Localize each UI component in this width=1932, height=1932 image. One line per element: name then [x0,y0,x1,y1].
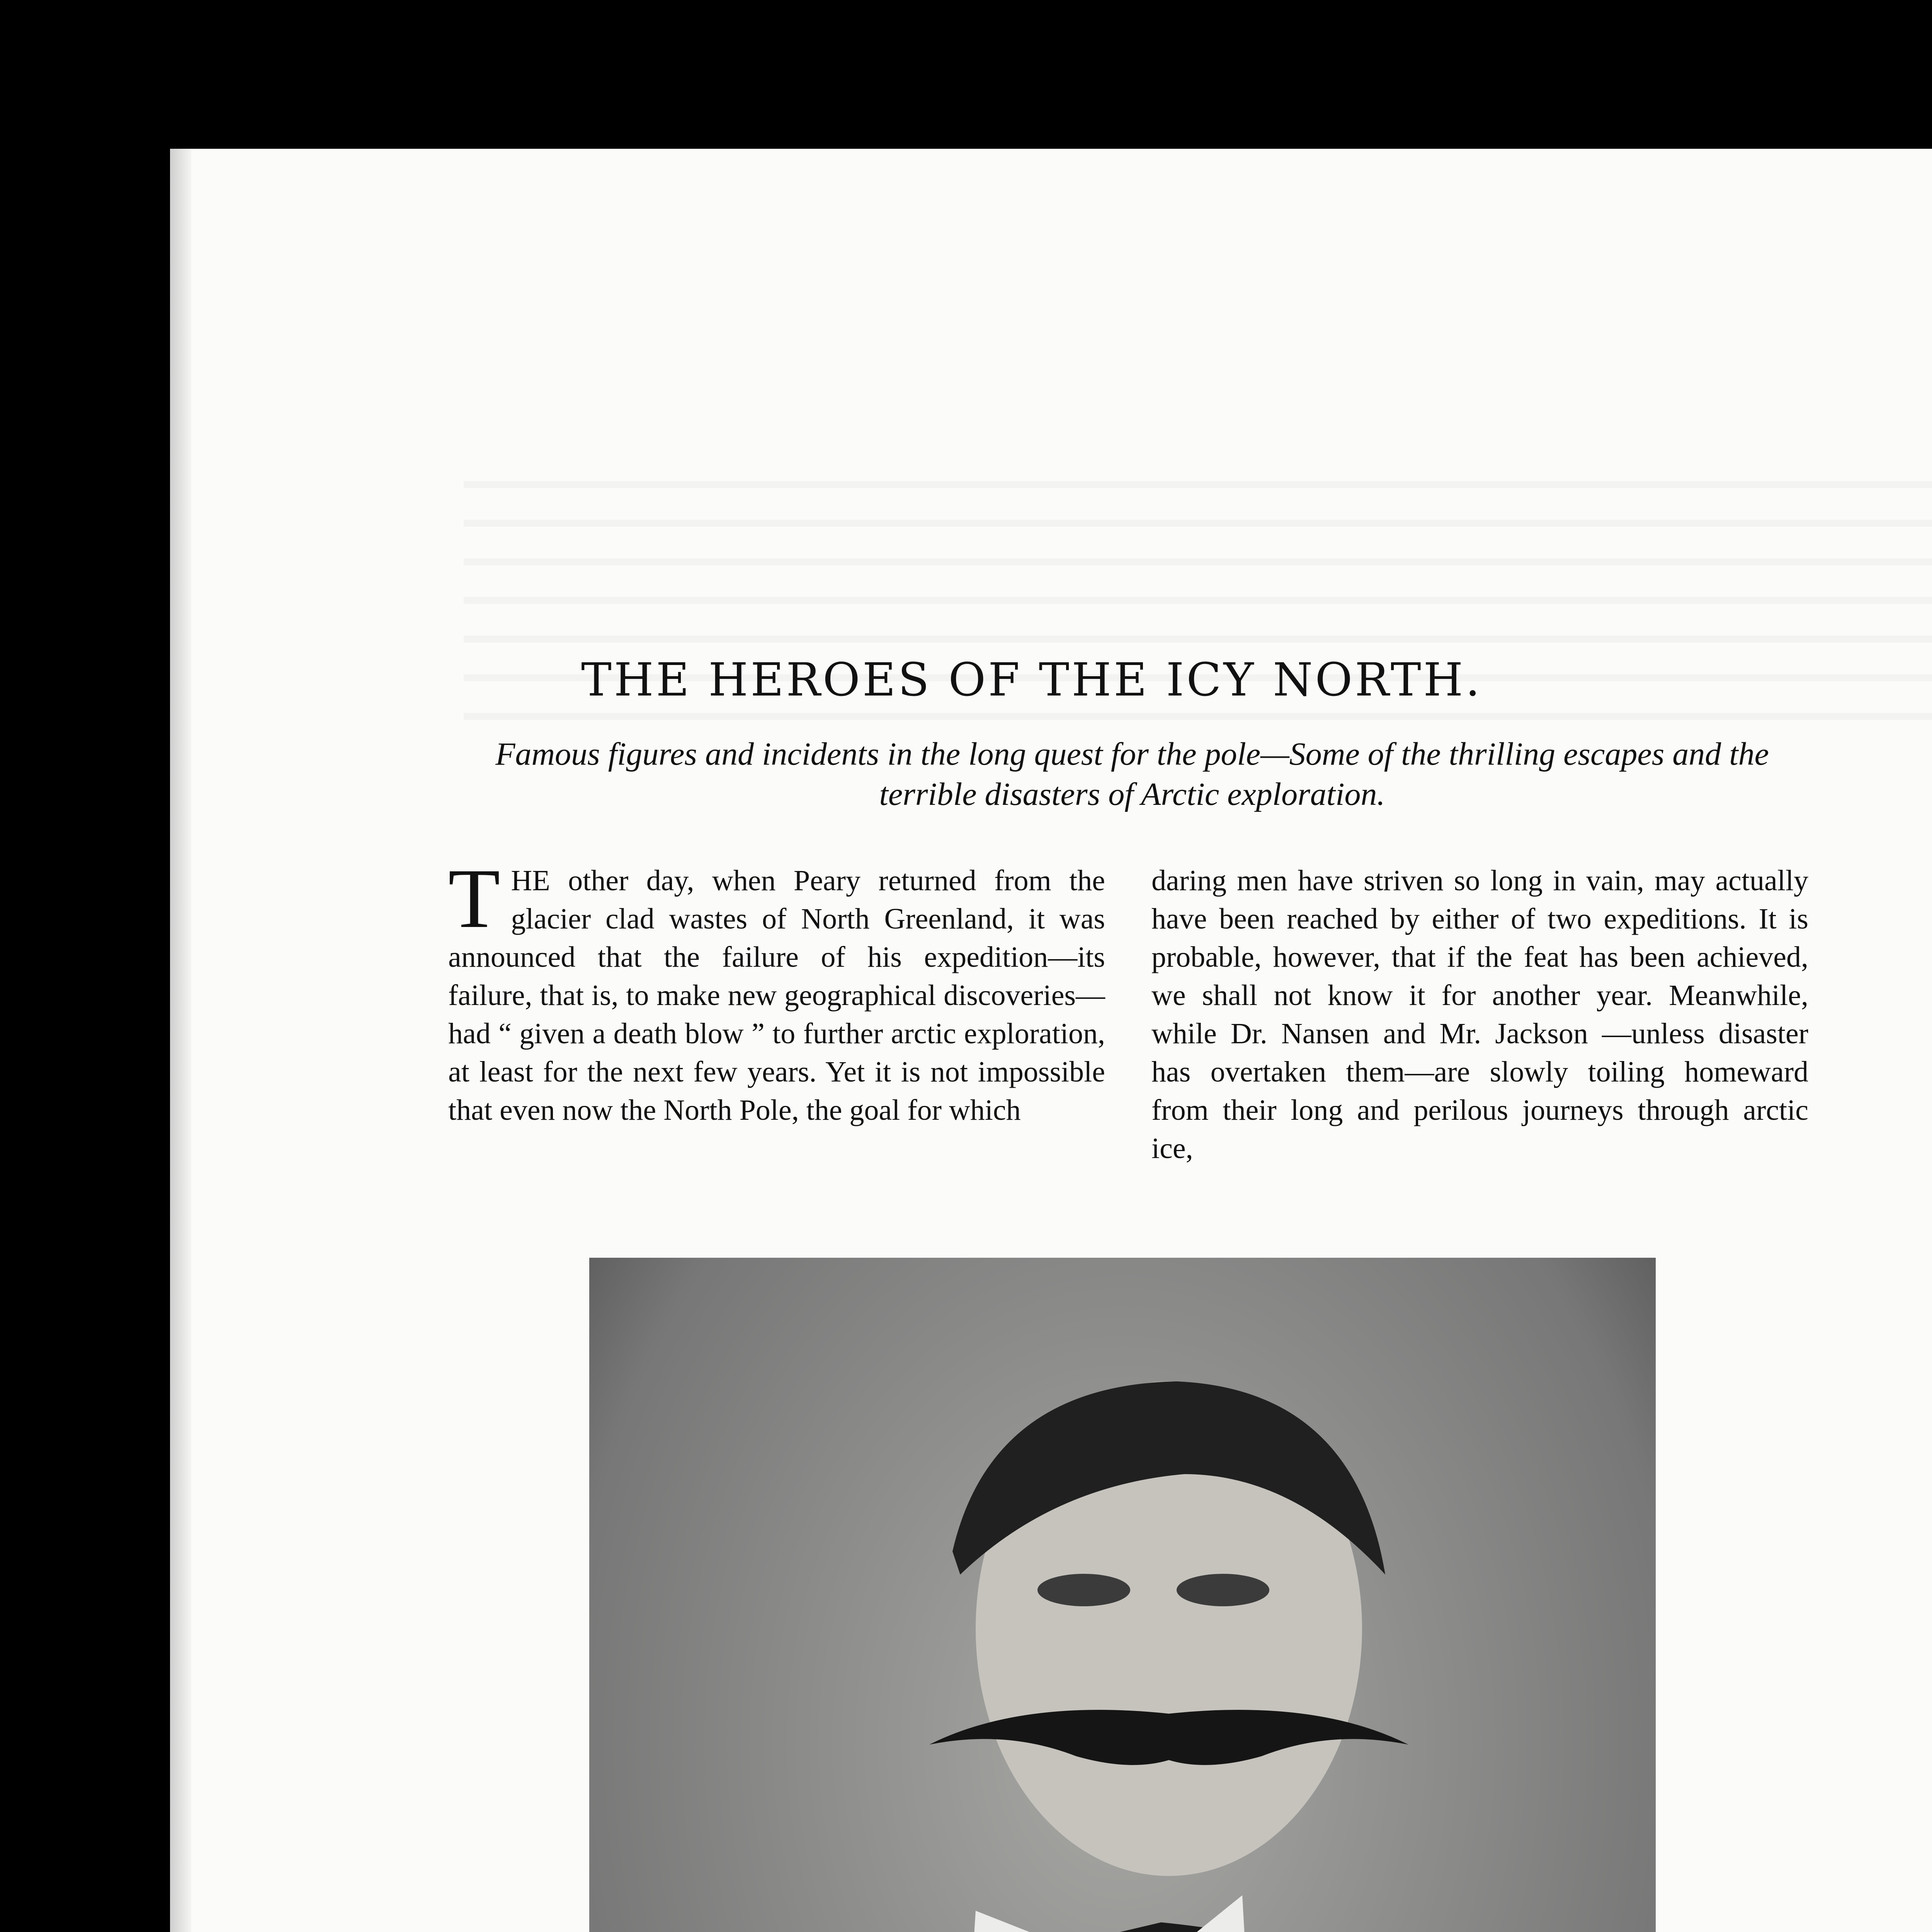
column-right-text: daring men have striven so long in vain, may actually have been reached by either of two expeditions. It is probable, however, that if the feat has been achieved, we shall not know it for another year. Meanwhile, while Dr. Nansen and Mr. Jackson —unless disaster has overtaken them—are slowly toiling homeward from their long and perilous journeys through arctic ice, [1151,864,1808,1165]
column-left-text: HE other day, when Peary returned from the glacier clad wastes of North Greenland, it was announced that the failure of his expedition—its failure, that is, to make new geographical discoveries—had “ given a death blow ” to further arctic exploration, at least for the next few years. Yet it is not impossible that even now the North Pole, the goal for which [448,864,1105,1126]
drop-cap: T [448,851,500,946]
article-column-left [448,851,1105,1129]
portrait-illustration [589,1258,1656,1932]
bleed-through-text [464,481,1932,752]
article-subtitle: Famous figures and incidents in the long quest for the pole—Some of the thrilling escapes and the terrible disasters of Arctic exploration. [495,736,1769,812]
portrait-photo [589,1258,1656,1932]
article-title: THE HEROES OF THE ICY NORTH. [581,653,1482,706]
page-gutter-shadow [170,149,191,1932]
article-column-right [1151,862,1808,1168]
